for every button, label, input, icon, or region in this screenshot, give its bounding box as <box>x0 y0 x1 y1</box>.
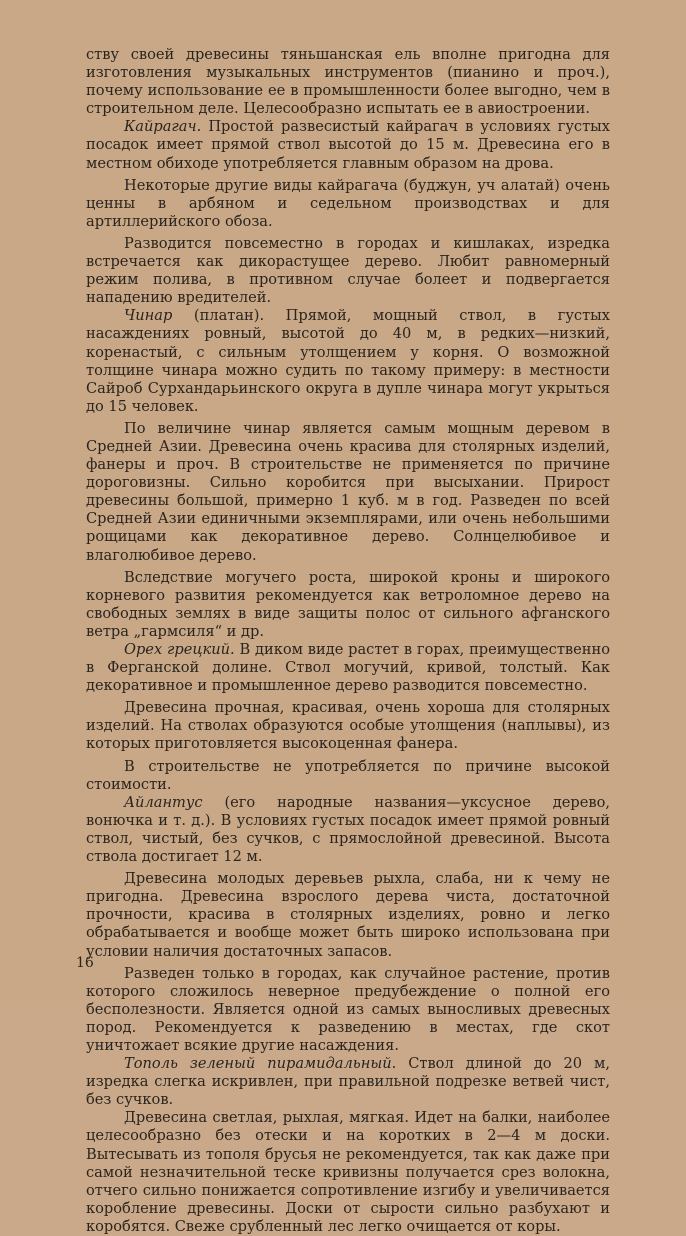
paragraph-1 <box>86 46 610 118</box>
paragraph-11 <box>86 794 610 866</box>
paragraph-12 <box>86 870 610 960</box>
page-number: 16 <box>76 955 94 971</box>
paragraph-15-text: Древесина светлая, рыхлая, мягкая. Идет на балки, наиболее целесообразно без отески и на коротких в 2—4 м доски. Вытесывать из тополя брусья не рекомендуется, так как даже при самой незначительной теске кривизны получается срез волокна, отчего сильно понижается сопротивление изгибу и увеличивается коробление древесины. Доски от сырости сильно разбухают и коробятся. Свеже срубленный лес легко очищается от коры. <box>86 1109 610 1235</box>
paragraph-3 <box>86 177 610 231</box>
paragraph-6-text: По величине чинар является самым мощным деревом в Средней Азии. Древесина очень красива для столярных изделий, фанеры и проч. В строительстве не применяется по причине дороговизны. Сильно коробится при высыхании. Прирост древесины большой, примерно 1 куб. м в год. Разведен по всей Средней Азии единичными экземплярами, или очень небольшими рощицами как декоративное дерево. Солнцелюбивое и влаголюбивое дерево. <box>86 419 610 564</box>
paragraph-8 <box>86 641 610 695</box>
paragraph-6 <box>86 420 610 565</box>
paragraph-7-text: Вследствие могучего роста, широкой кроны и широкого корневого развития рекомендуется как ветроломное дерево на свободных землях в виде защиты полос от сильного афганского ветра „гармсиля“ и др. <box>86 568 610 640</box>
paragraph-5-text: (платан). Прямой, мощный ствол, в густых насаждениях ровный, высотой до 40 м, в редких—низкий, коренастый, с сильным утолщением у корня. О возможной толщине чинара можно судить по такому примеру: в местности Сайроб Сурхандарьинского округа в дупле чинара могут укрыться до 15 человек. <box>86 307 610 415</box>
paragraph-13-text: Разведен только в городах, как случайное растение, против которого сложилось неверное предубеждение о полной его бесполезности. Является одной из самых выносливых древесных пород. Рекомендуется к разведению в местах, где скот уничтожает всякие другие насаждения. <box>86 964 610 1054</box>
body-text <box>86 46 610 1236</box>
paragraph-14-text: Ствол длиной до 20 м, изредка слегка искривлен, при правильной подрезке ветвей чист, без сучков. <box>86 1055 610 1109</box>
paragraph-10 <box>86 758 610 794</box>
paragraph-13 <box>86 965 610 1055</box>
paragraph-14 <box>86 1055 610 1109</box>
paragraph-8-text: В диком виде растет в горах, преимущественно в Ферганской долине. Ствол могучий, кривой, толстый. Как декоративное и промышленное дерево разводится повсеместно. <box>86 641 610 695</box>
paragraph-4-text: Разводится повсеместно в городах и кишлаках, изредка встречается как дикорастущее дерево. Любит равномерный режим полива, в противном случае болеет и подвергается нападению вредителей. <box>86 234 610 307</box>
paragraph-7 <box>86 569 610 641</box>
paragraph-1-text: ству своей древесины тяньшанская ель вполне пригодна для изготовления музыкальных инструментов (пианино и проч.), почему использование ее в промышленности более выгодно, чем в строительном деле. Целесообразно испытать ее в авиостроении. <box>86 46 610 118</box>
paragraph-2 <box>86 118 610 172</box>
paragraph-12-text: Древесина молодых деревьев рыхла, слаба, ни к чему не пригодна. Древесина взрослого дерева чиста, достаточной прочности, красива в столярных изделиях, ровно и легко обрабатывается и вообще может быть широко использована при условии наличия достаточных запасов. <box>86 870 610 960</box>
paragraph-3-text: Некоторые другие виды кайрагача (буджун, уч алатай) очень ценны в арбяном и седельном производствах и для артиллерийского обоза. <box>86 176 610 230</box>
term-walnut: Орех грецкий. <box>124 641 235 658</box>
paragraph-2-text: Простой развесистый кайрагач в условиях густых посадок имеет прямой ствол высотой до 15 м. Древесина его в местном обиходе употребляется главным образом на дрова. <box>86 118 610 172</box>
term-chinar: Чинар <box>124 307 173 325</box>
term-kairagach: Кайрагач. <box>124 118 202 136</box>
paragraph-11-text: (его народные названия—уксусное дерево, вонючка и т. д.). В условиях густых посадок имеет прямой ровный ствол, чистый, без сучков, с прямослойной древесиной. Высота ствола достигает 12 м. <box>86 793 610 866</box>
term-poplar: Тополь зеленый пирамидальный. <box>124 1055 397 1073</box>
paragraph-10-text: В строительстве не употребляется по причине высокой стоимости. <box>86 757 610 793</box>
paragraph-9-text: Древесина прочная, красивая, очень хороша для столярных изделий. На стволах образуются особые утолщения (наплывы), из которых приготовляется высокоценная фанера. <box>86 699 610 753</box>
term-ailanthus: Айлантус <box>124 793 203 811</box>
paragraph-5 <box>86 307 610 416</box>
paragraph-4 <box>86 235 610 307</box>
paragraph-15 <box>86 1109 610 1236</box>
paragraph-9 <box>86 699 610 753</box>
